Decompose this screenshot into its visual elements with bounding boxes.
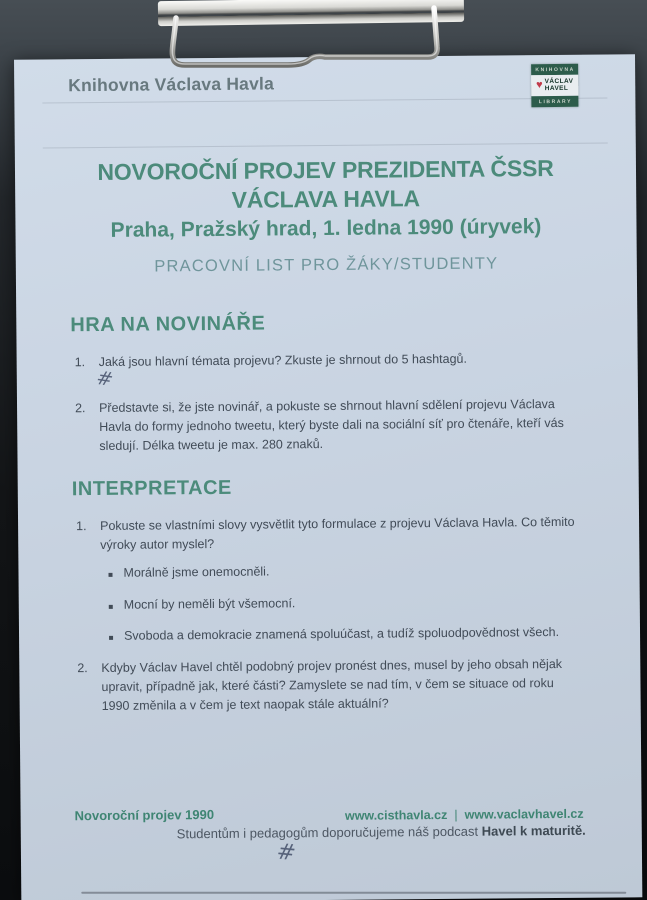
footer-note-highlight: Havel k maturitě. bbox=[481, 822, 586, 839]
square-bullet-icon bbox=[109, 605, 113, 609]
quote-bullet bbox=[109, 625, 579, 643]
library-logo bbox=[531, 64, 578, 107]
quote-bullet bbox=[109, 594, 579, 612]
paper-print-line bbox=[43, 143, 608, 149]
worksheet-paper bbox=[14, 54, 642, 900]
quote-text: Morálně jsme onemocněli. bbox=[123, 564, 270, 580]
square-bullet-icon bbox=[108, 573, 112, 577]
list-item bbox=[74, 513, 579, 555]
item-number: 2. bbox=[77, 661, 88, 676]
item-text: Jaká jsou hlavní témata projevu? Zkuste je shrnout do 5 hashtagů. bbox=[98, 351, 467, 369]
footer-note-text: Studentům i pedagogům doporučujeme náš podcast bbox=[176, 823, 482, 842]
logo-name-line1: VÁCLAV bbox=[544, 77, 574, 85]
footer-note bbox=[177, 823, 586, 842]
item-text: Pokuste se vlastními slovy vysvětlit tyto formulace z projevu Václava Havla. Co těmito výroky autor myslel? bbox=[100, 514, 575, 552]
handwritten-hash: # bbox=[274, 839, 298, 867]
logo-band-bottom: LIBRARY bbox=[531, 96, 578, 107]
heart-icon: ♥ bbox=[536, 78, 543, 91]
list-item bbox=[75, 655, 580, 716]
item-number: 2. bbox=[74, 401, 86, 416]
footer-websites bbox=[345, 807, 584, 823]
page-title-line3: Praha, Pražský hrad, 1. ledna 1990 (úryvek) bbox=[110, 214, 542, 242]
logo-middle bbox=[531, 74, 578, 96]
clipboard-clip bbox=[152, 0, 470, 82]
list-item bbox=[73, 349, 578, 372]
paper-print-line bbox=[42, 98, 607, 104]
footer-website-primary: www.cisthavla.cz bbox=[344, 807, 448, 823]
quote-bullet bbox=[108, 562, 578, 580]
quote-text: Svoboda a demokracie znamená spoluúčast, a tudíž spoluodpovědnost všech. bbox=[123, 624, 560, 643]
square-bullet-icon bbox=[109, 636, 113, 640]
item-text: Představte si, že jste novinář, a pokuste se shrnout hlavní sdělení projevu Václava Havla do formy jednoho tweetu, který byste dali na sociální síť pro čtenáře, kteří vás sledují. Délka tweetu je max. 280 znaků. bbox=[98, 397, 564, 453]
title-block bbox=[33, 153, 619, 243]
item-number: 1. bbox=[74, 355, 86, 370]
handwritten-hash: # bbox=[93, 367, 116, 391]
item-number: 1. bbox=[76, 519, 87, 534]
page-title-line1: NOVOROČNÍ PROJEV PREZIDENTA ČSSR bbox=[97, 155, 554, 185]
logo-band-top: KNIHOVNA bbox=[531, 64, 578, 75]
quote-text: Mocní by neměli být všemocní. bbox=[123, 596, 296, 612]
item-text: Kdyby Václav Havel chtěl podobný projev pronést dnes, musel by jeho obsah nějak upravit, případně jak, které části? Zamyslete se nad tím, v čem se situace od roku 1990 změnila a v čem je text naopak stále aktuální? bbox=[101, 656, 563, 713]
section-heading-hra-na-novinare: HRA NA NOVINÁŘE bbox=[70, 312, 266, 337]
list-item bbox=[73, 395, 578, 456]
footer-website-separator: | bbox=[454, 807, 458, 822]
section-heading-interpretace: INTERPRETACE bbox=[71, 476, 232, 501]
library-name: Knihovna Václava Havla bbox=[68, 73, 275, 96]
footer-doc-label: Novoroční projev 1990 bbox=[74, 806, 215, 824]
page-title-line2: VÁCLAVA HAVLA bbox=[231, 185, 420, 214]
worksheet-label: PRACOVNÍ LIST PRO ŽÁKY/STUDENTY bbox=[154, 254, 499, 276]
paper-crease-shadow bbox=[81, 892, 626, 894]
logo-name-line2: HAVEL bbox=[544, 85, 569, 93]
logo-name bbox=[545, 77, 574, 93]
footer-website-secondary: www.vaclavhavel.cz bbox=[464, 806, 584, 822]
